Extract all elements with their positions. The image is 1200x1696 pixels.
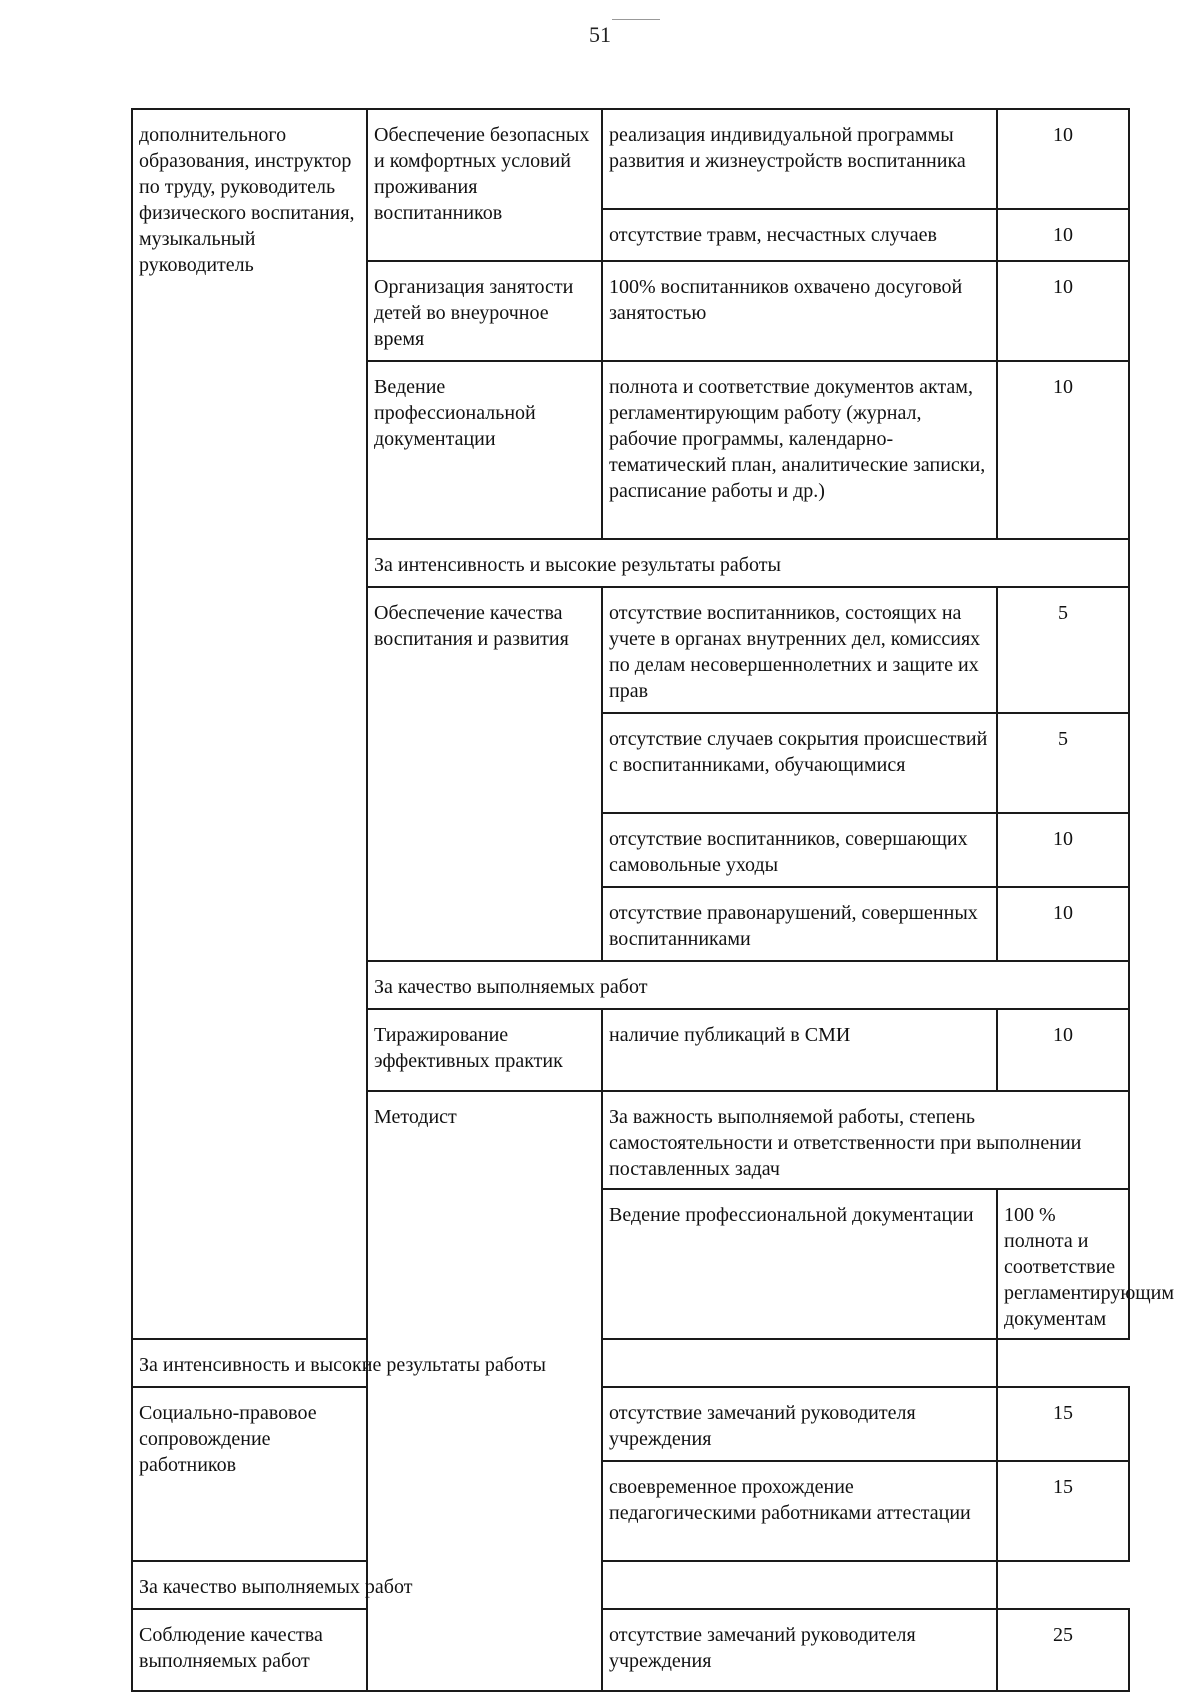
section-row — [132, 1339, 1129, 1387]
score-cell: 5 — [997, 587, 1129, 713]
criterion-cell: Ведение профессиональной документации — [367, 361, 602, 539]
indicator-cell: отсутствие травм, несчастных случаев — [602, 209, 997, 261]
criteria-table — [131, 108, 1175, 1692]
position-cell: Методист — [367, 1091, 602, 1691]
score-cell: 10 — [997, 361, 1129, 539]
indicator-cell: отсутствие случаев сокрытия происшествий с воспитанниками, обучающимися — [602, 713, 997, 813]
score-cell: 15 — [997, 1461, 1129, 1561]
indicator-cell: отсутствие воспитанников, состоящих на учете в органах внутренних дел, комиссиях по делам несовершеннолетних и защите их прав — [602, 587, 997, 713]
score-cell: 10 — [997, 887, 1129, 961]
score-cell: 10 — [997, 1009, 1129, 1091]
criterion-cell: Обеспечение качества воспитания и развития — [367, 587, 602, 961]
criterion-cell: Ведение профессиональной документации — [602, 1189, 997, 1339]
table-row — [132, 1387, 1129, 1461]
table-row — [132, 1609, 1129, 1691]
score-cell: 25 — [997, 1609, 1129, 1691]
indicator-cell: своевременное прохождение педагогическими работниками аттестации — [602, 1461, 997, 1561]
criterion-cell: Организация занятости детей во внеурочное время — [367, 261, 602, 361]
section-heading: За интенсивность и высокие результаты работы — [132, 1339, 997, 1387]
indicator-cell: наличие публикаций в СМИ — [602, 1009, 997, 1091]
section-heading: За интенсивность и высокие результаты работы — [367, 539, 1129, 587]
section-heading: За качество выполняемых работ — [132, 1561, 997, 1609]
criterion-cell: Социально-правовое сопровождение работников — [132, 1387, 367, 1561]
indicator-cell: 100% воспитанников охвачено досуговой занятостью — [602, 261, 997, 361]
table-row — [132, 109, 1129, 209]
score-cell: 10 — [997, 813, 1129, 887]
score-cell: 5 — [997, 713, 1129, 813]
section-heading: За важность выполняемой работы, степень самостоятельности и ответственности при выполнении поставленных задач — [602, 1091, 1129, 1189]
section-row — [132, 1561, 1129, 1609]
section-heading: За качество выполняемых работ — [367, 961, 1129, 1009]
position-cell: дополнительного образования, инструктор по труду, руководитель физического воспитания, музыкальный руководитель — [132, 109, 367, 1339]
criterion-cell: Обеспечение безопасных и комфортных условий проживания воспитанников — [367, 109, 602, 261]
score-cell: 10 — [997, 261, 1129, 361]
score-cell: 15 — [997, 1387, 1129, 1461]
indicator-cell: отсутствие замечаний руководителя учреждения — [602, 1609, 997, 1691]
indicator-cell: реализация индивидуальной программы развития и жизнеустройств воспитанника — [602, 109, 997, 209]
indicator-cell: 100 % полнота и соответствие регламентирующим документам — [997, 1189, 1129, 1339]
page-number: 51 — [0, 22, 1200, 48]
score-cell: 10 — [997, 209, 1129, 261]
indicator-cell: отсутствие правонарушений, совершенных воспитанниками — [602, 887, 997, 961]
criterion-cell: Соблюдение качества выполняемых работ — [132, 1609, 367, 1691]
indicator-cell: отсутствие замечаний руководителя учреждения — [602, 1387, 997, 1461]
score-cell: 10 — [997, 109, 1129, 209]
indicator-cell: полнота и соответствие документов актам, регламентирующим работу (журнал, рабочие программы, календарно-тематический план, аналитические записки, расписание работы и др.) — [602, 361, 997, 539]
criterion-cell: Тиражирование эффективных практик — [367, 1009, 602, 1091]
indicator-cell: отсутствие воспитанников, совершающих самовольные уходы — [602, 813, 997, 887]
